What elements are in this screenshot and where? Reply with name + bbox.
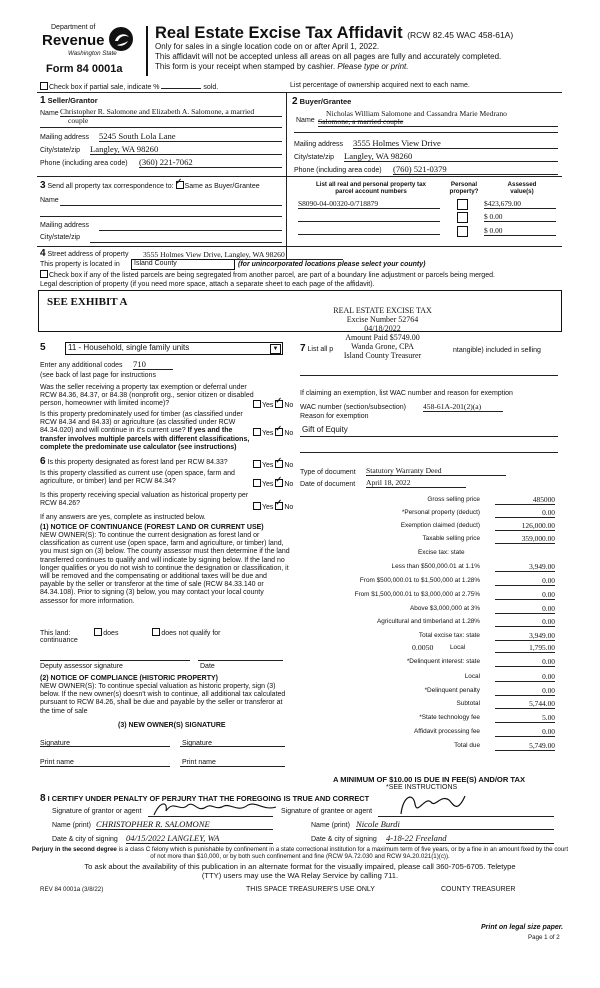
assessed-value-2[interactable]: $ 0.00	[484, 212, 556, 222]
section3-city-label: City/state/zip	[40, 234, 81, 241]
revenue-swirl-icon	[108, 26, 134, 52]
section3-heading	[40, 181, 260, 191]
agricultural-row	[300, 617, 555, 627]
state-technology-fee-value[interactable]: 5.00	[495, 713, 555, 723]
treasurer-space: THIS SPACE TREASURER'S USE ONLY	[246, 886, 375, 893]
current-use-question: Is this property classified as current use (open space, farm and agriculture, or timber) land per RCW 84.34?	[40, 470, 235, 486]
wac-field[interactable]: 458-61A-201(2)(a)	[423, 402, 503, 412]
land-does-label: does	[103, 630, 119, 637]
document-type-label: Type of document	[300, 469, 356, 476]
logo-dept: Department of	[51, 24, 96, 31]
delinquent-interest-local-row	[300, 672, 555, 682]
segregated-checkbox[interactable]	[40, 270, 48, 278]
county-select[interactable]: Island County	[131, 259, 235, 270]
bracket-2-row	[300, 576, 555, 586]
buyer-phone-label: Phone (including area code)	[294, 167, 382, 174]
partial-sale-checkbox[interactable]	[40, 82, 48, 90]
street-address-row	[40, 250, 128, 259]
exemption-claimed-label: Exemption claimed (deduct)	[400, 522, 480, 529]
segregated-label: Check box if any of the listed parcels are being segregated from another parcel, are part of a boundary line adjustment or parcels being merged.	[49, 272, 495, 279]
seller-name-field-line2[interactable]: couple	[68, 116, 89, 125]
notice1-title: (1) NOTICE OF CONTINUANCE (FOREST LAND OR CURRENT USE)	[40, 524, 264, 531]
bracket-4-row	[300, 604, 555, 614]
grantee-name-label: Name (print)	[311, 822, 350, 829]
form-title	[155, 24, 513, 43]
partial-sold-label: sold.	[203, 84, 219, 91]
timber-no-label: No	[284, 430, 294, 437]
segregated-row	[40, 270, 495, 280]
located-note: (for unincorporated locations please select your county)	[238, 261, 426, 268]
exemption-claimed-row	[300, 521, 555, 531]
notice1-body: NEW OWNER(S): To continue the current designation as forest land or classification as current use (open space, farm and agriculture, or timber) land, you must sign on (3) below. The county assessor must then determine if the land transferred continues to qualify and will indicate by signing below. If the land no longer qualifies or you do not wish to continue the designation or classification, it will be removed and the compensating or additional taxes will be due and payable by the seller or transferor at the time of sale (RCW 84.33.140 or 84.34.108). Prior to signing (3) below, you may contact your local county assessor for more information.	[40, 532, 290, 605]
bracket-3-label: From $1,500,000.01 to $3,000,000 at 2.75%	[354, 591, 480, 598]
seller-heading-num: 1	[40, 95, 46, 106]
seller-city-label: City/state/zip	[40, 147, 81, 154]
exemption-yes-label: Yes	[262, 402, 274, 409]
current-use-no-label: No	[284, 481, 294, 488]
exemption-question: Was the seller receiving a property tax exemption or deferral under RCW 84.36, 84.37, or 84.38 (nonprofit org., senior citizen or disabled person, homeowner with limited income)?	[40, 384, 254, 408]
bracket-1-row	[300, 562, 555, 572]
page-number: Page 1 of 2	[528, 934, 560, 941]
total-excise-state-row	[300, 631, 555, 641]
exemption-claim-label: If claiming an exemption, list WAC number and reason for exemption	[300, 390, 513, 397]
state-technology-fee-row	[300, 713, 555, 723]
minimum-due-notice: A MINIMUM OF $10.00 IS DUE IN FEE(S) AND/OR TAX	[332, 775, 526, 784]
stamp-line6: Island County Treasurer	[343, 351, 422, 360]
stamp-line2: Excise Number 52764	[346, 315, 419, 324]
forest-no-checkbox[interactable]	[275, 460, 283, 468]
buyer-mailing-field[interactable]: 3555 Holmes View Drive	[353, 138, 558, 149]
same-as-buyer-checkbox[interactable]	[176, 181, 184, 189]
bracket-4-label: Above $3,000,000 at 3%	[410, 605, 480, 612]
see-instructions-note: *SEE INSTRUCTIONS	[386, 784, 458, 791]
historic-yes-no	[253, 502, 293, 512]
forest-land-question	[40, 458, 228, 467]
document-date-field[interactable]: April 18, 2022	[366, 478, 466, 488]
section3-mailing-label: Mailing address	[40, 222, 90, 229]
land-does-checkbox[interactable]	[94, 628, 102, 636]
delinquent-interest-state-value[interactable]: 0.00	[495, 657, 555, 667]
land-does-not-checkbox[interactable]	[152, 628, 160, 636]
parcels-header-2: parcel account numbers	[335, 188, 407, 196]
if-yes-note: If any answers are yes, complete as instructed below.	[40, 514, 206, 521]
land-use-select[interactable]	[65, 342, 283, 355]
affidavit-processing-fee-value[interactable]: 0.00	[495, 727, 555, 737]
stamp-line3: 04/18/2022	[364, 324, 401, 333]
current-use-yes-checkbox[interactable]	[253, 479, 261, 487]
affidavit-processing-fee-label: Affidavit processing fee	[414, 728, 480, 735]
buyer-phone-field[interactable]: (760) 521-0379	[393, 164, 558, 175]
agricultural-value[interactable]: 0.00	[495, 617, 555, 627]
county-treasurer: COUNTY TREASURER	[441, 886, 516, 893]
document-date-label: Date of document	[300, 481, 356, 488]
bracket-4-value[interactable]: 0.00	[495, 604, 555, 614]
section7-num: 7	[300, 343, 306, 354]
buyer-name-label: Name	[296, 117, 315, 124]
street-address-field[interactable]: 3555 Holmes View Drive, Langley, WA 98260	[143, 250, 343, 260]
assessed-header-2: value(s)	[510, 188, 534, 196]
current-use-yes-no	[253, 479, 293, 489]
see-back-note: (see back of last page for instructions	[40, 372, 156, 379]
total-excise-state-label: Total excise tax: state	[418, 632, 480, 639]
delinquent-interest-state-label: *Delinquent interest: state	[406, 658, 480, 665]
delinquent-interest-local-label: Local	[464, 673, 480, 680]
seller-phone-field[interactable]: (360) 221-7062	[139, 157, 282, 168]
stamp-line1: REAL ESTATE EXCISE TAX	[333, 306, 432, 315]
personal-property-label: *Personal property (deduct)	[401, 509, 480, 516]
historic-yes-checkbox[interactable]	[253, 502, 261, 510]
seller-name-field[interactable]: Christopher R. Salomone and Elizabeth A. Salomone, a married	[60, 107, 282, 117]
grantor-date-label: Date & city of signing	[52, 836, 118, 843]
subtotal-label: Subtotal	[456, 700, 480, 707]
current-use-no-checkbox[interactable]	[275, 479, 283, 487]
timber-question-bold: If yes and the transfer involves multiple parcels with different classifications, complete the predominate use calculator (see instructions)	[40, 427, 250, 451]
timber-question-text: Is this property predominately used for timber (as classified under RCW 84.34 and 84.33) or agriculture (as classified under RCW 84.34.020) and will continue in it's current use?	[40, 411, 243, 435]
revision-code: REV 84 0001a (3/8/22)	[40, 886, 104, 893]
bracket-2-value[interactable]: 0.00	[495, 576, 555, 586]
located-label: This property is located in	[40, 261, 120, 268]
wac-label: WAC number (section/subsection)	[300, 404, 406, 411]
seller-mailing-field[interactable]: 5245 South Lola Lane	[99, 131, 282, 142]
section7-row	[300, 345, 333, 354]
section3-num: 3	[40, 180, 46, 191]
buyer-name-field-line2[interactable]: Salomone, a married couple	[318, 117, 558, 127]
this-land-label: This land:	[40, 630, 71, 637]
same-as-buyer-label: Same as Buyer/Grantee	[184, 183, 260, 190]
seller-heading-text: Seller/Grantor	[47, 96, 98, 105]
stamp-line5: Wanda Grone, CPA	[351, 342, 414, 351]
perjury-notice	[30, 846, 570, 861]
certify-text: I CERTIFY UNDER PENALTY OF PERJURY THAT THE FOREGOING IS TRUE AND CORRECT	[47, 794, 370, 803]
buyer-heading-num: 2	[292, 96, 298, 107]
parcels-header	[296, 181, 446, 196]
personal-property-checkbox-1[interactable]	[457, 199, 468, 210]
seller-city-field[interactable]: Langley, WA 98260	[90, 144, 282, 155]
taxable-selling-price-label: Taxable selling price	[422, 535, 480, 542]
taxable-selling-price-row	[300, 534, 555, 544]
continuance-label: continuance	[40, 637, 78, 644]
revenue-logo	[40, 24, 140, 62]
bracket-1-label: Less than $500,000.01 at 1.1%	[391, 563, 480, 570]
seller-mailing-label: Mailing address	[40, 134, 90, 141]
seller-heading	[40, 95, 98, 106]
section7-text2: ntangible) included in selling	[453, 347, 541, 354]
timber-no-checkbox[interactable]	[275, 428, 283, 436]
new-owner-print-label-1: Print name	[40, 759, 74, 766]
section8-num: 8	[40, 793, 46, 804]
additional-codes-label: Enter any additional codes	[40, 362, 123, 369]
affidavit-processing-fee-row	[300, 727, 555, 737]
excise-state-heading: Excise tax: state	[418, 549, 465, 556]
timber-question	[40, 411, 255, 452]
section3-name-label: Name	[40, 197, 59, 204]
total-due-label: Total due	[454, 742, 480, 749]
total-due-row	[300, 741, 555, 751]
buyer-heading-text: Buyer/Grantee	[299, 97, 352, 106]
exemption-claimed-value[interactable]: 126,000.00	[495, 521, 555, 531]
section7-text1: List all p	[307, 346, 334, 353]
personal-header-1: Personal	[450, 181, 478, 188]
new-owner-signature-label-1: Signature	[40, 740, 70, 747]
assessed-value-3[interactable]: $ 0.00	[484, 226, 556, 236]
header-line3-text: This form is your receipt when stamped by cashier.	[155, 62, 336, 71]
bracket-1-value[interactable]: 3,949.00	[495, 562, 555, 572]
delinquent-penalty-row	[300, 686, 555, 696]
buyer-city-field[interactable]: Langley, WA 98260	[344, 151, 558, 162]
bracket-3-value[interactable]: 0.00	[495, 590, 555, 600]
land-does-not-label: does not qualify for	[161, 630, 221, 637]
grantor-date-field[interactable]: 04/15/2022 LANGLEY, WA	[126, 833, 273, 844]
gross-selling-price-label: Gross selling price	[427, 496, 480, 503]
personal-property-row	[300, 508, 555, 518]
new-owner-print-label-2: Print name	[182, 759, 216, 766]
personal-property-checkbox-3[interactable]	[457, 226, 468, 237]
historic-question: Is this property receiving special valuation as historical property per RCW 84.26?	[40, 492, 249, 508]
notice2-body: NEW OWNER(S): To continue special valuation as historic property, sign (3) below. If the new owner(s) doesn't wish to continue, all additional tax calculated pursuant to RCW 84.26, shall be due and payable by the seller or transferor at the time of sale	[40, 683, 286, 715]
legal-size-note: Print on legal size paper.	[481, 924, 564, 931]
legal-description-label: Legal description of property (if you need more space, attach a separate sheet to each page of the affidavit).	[40, 281, 375, 288]
timber-yes-no	[253, 428, 293, 438]
perjury-bold: Perjury in the second degree	[31, 846, 117, 853]
forest-question-text: Is this property designated as forest land per RCW 84.33?	[47, 459, 228, 466]
grantor-signature-label: Signature of grantor or agent	[52, 808, 142, 815]
bracket-2-label: From $500,000.01 to $1,500,000 at 1.28%	[359, 577, 480, 584]
dropdown-arrow-icon[interactable]: ▼	[270, 344, 281, 354]
header-line1: Only for sales in a single location code on or after April 1, 2022.	[155, 42, 380, 51]
agricultural-label: Agricultural and timberland at 1.28%	[376, 618, 480, 625]
grantee-name-field[interactable]: Nicole Burdi	[356, 819, 554, 830]
form-number: Form 84 0001a	[46, 63, 123, 75]
personal-header-2: property?	[449, 188, 479, 196]
reason-label: Reason for exemption	[300, 413, 369, 420]
deputy-date-label: Date	[200, 663, 215, 670]
local-label: Local	[450, 644, 466, 651]
exemption-yes-checkbox[interactable]	[253, 400, 261, 408]
section6-num: 6	[40, 456, 46, 467]
seller-phone-label: Phone (including area code)	[40, 160, 128, 167]
seller-name-label: Name	[40, 110, 59, 117]
grantee-date-label: Date & city of signing	[311, 836, 377, 843]
partial-sale	[40, 82, 218, 92]
exemption-yes-no	[253, 400, 293, 410]
header-line3	[155, 62, 408, 71]
exemption-no-checkbox[interactable]	[275, 400, 283, 408]
subtotal-row	[300, 699, 555, 709]
section3-label: Send all property tax correspondence to:	[47, 183, 174, 190]
reason-field[interactable]: Gift of Equity	[302, 425, 348, 434]
local-rate-field[interactable]: 0.0050	[412, 643, 434, 652]
logo-state: Washington State	[68, 50, 117, 57]
personal-header	[440, 181, 488, 196]
alternate-format-1: To ask about the availability of this publication in an alternate format for the visually impaired, please call 360-705-6705. Teletype	[84, 862, 516, 871]
buyer-heading	[292, 96, 351, 107]
grantor-signature-scribble	[150, 797, 280, 819]
grantor-name-field[interactable]: CHRISTOPHER R. SALOMONE	[96, 819, 273, 830]
stamp-line4: Amount Paid $5749.00	[345, 333, 420, 342]
gross-selling-price-value[interactable]: 485000	[495, 495, 555, 505]
personal-property-checkbox-2[interactable]	[457, 212, 468, 223]
historic-no-checkbox[interactable]	[275, 502, 283, 510]
assessed-value-1[interactable]: $423,679.00	[484, 199, 556, 209]
assessed-header-1: Assessed	[507, 181, 537, 188]
buyer-name-field[interactable]: Nicholas William Salomone and Cassandra Marie Medrano	[326, 109, 507, 118]
timber-yes-label: Yes	[262, 430, 274, 437]
total-due-value[interactable]: 5,749.00	[495, 741, 555, 751]
delinquent-interest-local-value[interactable]: 0.00	[495, 672, 555, 682]
forest-yes-no	[253, 460, 293, 470]
header-line2: This affidavit will not be accepted unless all areas on all pages are fully and accurately completed.	[155, 52, 502, 61]
grantee-date-field[interactable]: 4-18-22 Freeland	[386, 833, 554, 844]
buyer-mailing-label: Mailing address	[294, 141, 344, 148]
buyer-city-label: City/state/zip	[294, 154, 335, 161]
personal-property-value[interactable]: 0.00	[495, 508, 555, 518]
delinquent-interest-state-row	[300, 657, 555, 667]
taxable-selling-price-value[interactable]: 359,000.00	[495, 534, 555, 544]
local-tax-value[interactable]: 1,795.00	[495, 643, 555, 653]
header-line3-italic: Please type or print.	[337, 62, 409, 71]
perjury-text: is a class C felony which is punishable by confinement in a state correctional institution for a maximum term of five years, or by a fine in an amount fixed by the court of not more than $10,000, or by both such confinement and fine (RCW 9A.72.030 and RCW 9A.20.021(1)(c)).	[118, 846, 569, 861]
assessed-header	[492, 181, 552, 196]
additional-codes-field[interactable]: 710	[133, 359, 173, 370]
new-owner-signature-label-2: Signature	[182, 740, 212, 747]
partial-sale-label: Check box if partial sale, indicate %	[49, 84, 160, 91]
land-use-select-value: 11 - Household, single family units	[68, 343, 190, 352]
bracket-3-row	[300, 590, 555, 600]
parcel-number-1[interactable]: S8090-04-00320-0/718879	[298, 199, 440, 209]
section4-num: 4	[40, 248, 46, 259]
subtotal-value[interactable]: 5,744.00	[495, 699, 555, 709]
gross-selling-price-row	[300, 495, 555, 505]
forest-no-label: No	[284, 462, 294, 469]
local-rate-row	[300, 643, 555, 654]
grantor-name-label: Name (print)	[52, 822, 91, 829]
grantee-signature-scribble	[395, 790, 475, 820]
grantee-signature-label: Signature of grantee or agent	[281, 808, 373, 815]
logo-revenue: Revenue	[42, 32, 105, 49]
delinquent-penalty-label: *Delinquent penalty	[424, 687, 480, 694]
historic-no-label: No	[284, 504, 294, 511]
title-rcw: (RCW 82.45 WAC 458-61A)	[407, 30, 514, 40]
parcels-header-1: List all real and personal property tax	[315, 181, 427, 188]
historic-yes-label: Yes	[262, 504, 274, 511]
timber-yes-checkbox[interactable]	[253, 428, 261, 436]
alternate-format-2: (TTY) users may use the WA Relay Service by calling 711.	[201, 871, 399, 880]
street-address-label: Street address of property	[47, 251, 129, 258]
list-percentage-note: List percentage of ownership acquired next to each name.	[290, 82, 470, 89]
exhibit-text: SEE EXHIBIT A	[47, 296, 128, 308]
state-technology-fee-label: *State technology fee	[419, 714, 480, 721]
title-text: Real Estate Excise Tax Affidavit	[155, 24, 403, 42]
forest-yes-checkbox[interactable]	[253, 460, 261, 468]
notice3-title: (3) NEW OWNER(S) SIGNATURE	[118, 722, 226, 729]
current-use-yes-label: Yes	[262, 481, 274, 488]
exemption-no-label: No	[284, 402, 294, 409]
total-excise-state-value[interactable]: 3,949.00	[495, 631, 555, 641]
forest-yes-label: Yes	[262, 462, 274, 469]
delinquent-penalty-value[interactable]: 0.00	[495, 686, 555, 696]
deputy-signature-label: Deputy assessor signature	[40, 663, 123, 670]
notice2-title: (2) NOTICE OF COMPLIANCE (HISTORIC PROPERTY)	[40, 675, 218, 682]
section5-num: 5	[40, 342, 46, 353]
document-type-field[interactable]: Statutory Warranty Deed	[366, 466, 506, 476]
